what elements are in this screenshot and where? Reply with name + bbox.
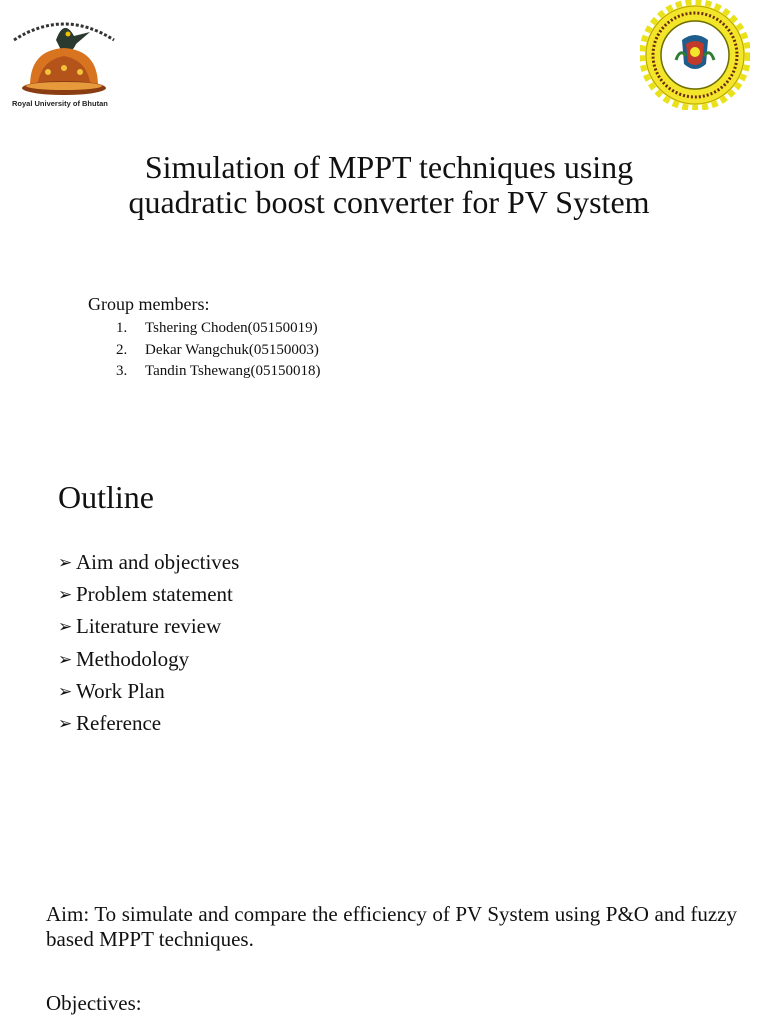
outline-item-label: Work Plan [76, 678, 165, 703]
arrow-bullet-icon: ➢ [58, 713, 73, 734]
outline-item-label: Reference [76, 710, 162, 735]
member-item [116, 361, 321, 383]
member-number: 2. [116, 341, 128, 358]
objectives-heading: Objectives: [46, 991, 142, 1015]
arrow-bullet-icon: ➢ [58, 617, 73, 638]
outline-item [58, 707, 239, 739]
outline-item-label: Methodology [76, 646, 190, 671]
member-item [116, 340, 321, 362]
member-number: 1. [116, 320, 128, 336]
outline-item-label: Literature review [76, 614, 222, 639]
university-logo-caption: Royal University of Bhutan [12, 99, 108, 108]
title-line-1: Simulation of MPPT techniques using [144, 149, 634, 185]
group-members-label: Group members: [88, 294, 210, 314]
outline-item [58, 546, 239, 578]
group-members-list [116, 318, 321, 383]
member-name: Tshering Choden(05150019) [145, 320, 318, 336]
arrow-bullet-icon: ➢ [58, 681, 73, 702]
title-line-2: quadratic boost converter for PV System [128, 184, 650, 220]
outline-item [58, 610, 239, 642]
crest-icon [8, 10, 120, 100]
outline-item [58, 578, 239, 610]
outline-item [58, 675, 239, 707]
arrow-bullet-icon: ➢ [58, 585, 73, 606]
aim-paragraph: Aim: To simulate and compare the efficiency of PV System using P&O and fuzzy based MPPT techniques. [46, 902, 737, 951]
seal-icon [640, 0, 750, 110]
member-number: 3. [116, 363, 128, 379]
presentation-title [0, 150, 768, 220]
outline-item-label: Problem statement [76, 582, 233, 607]
outline-item-label: Aim and objectives [76, 550, 240, 574]
outline-item [58, 643, 239, 675]
outline-heading: Outline [58, 479, 154, 515]
member-name: Dekar Wangchuk(05150003) [145, 341, 319, 358]
college-seal-logo [640, 0, 750, 110]
arrow-bullet-icon: ➢ [58, 553, 73, 573]
member-item [116, 318, 321, 340]
member-name: Tandin Tshewang(05150018) [145, 363, 321, 379]
arrow-bullet-icon: ➢ [58, 649, 73, 670]
university-logo [8, 10, 120, 110]
outline-list [58, 546, 239, 739]
